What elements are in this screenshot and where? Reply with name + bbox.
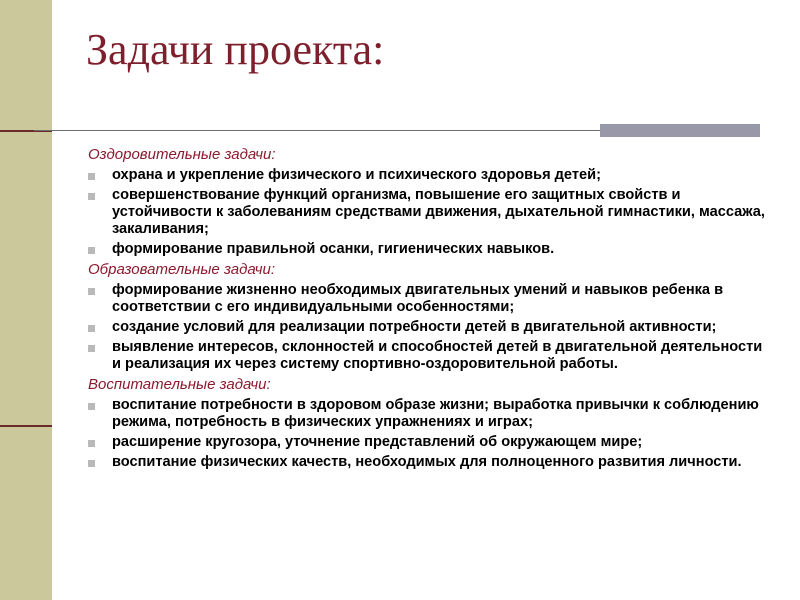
section-heading: Оздоровительные задачи: [88, 146, 276, 163]
list-item-text: совершенствование функций организма, повышение его защитных свойств и устойчивости к заболеваниям средствами движения, дыхательной гимнастики, массажа, закаливания; [112, 187, 765, 237]
list-item [88, 167, 768, 184]
section-heading: Образовательные задачи: [88, 261, 275, 278]
slide-content [88, 146, 768, 474]
title-divider-line [34, 130, 600, 131]
square-bullet-icon [88, 247, 95, 254]
list-item-text: охрана и укрепление физического и психического здоровья детей; [112, 167, 601, 183]
list-item-text: расширение кругозора, уточнение представлений об окружающем мире; [112, 434, 643, 450]
square-bullet-icon [88, 325, 95, 332]
square-bullet-icon [88, 460, 95, 467]
list-item-text: формирование жизненно необходимых двигательных умений и навыков ребенка в соответствии с его индивидуальными особенностями; [112, 282, 724, 315]
section-heading: Воспитательные задачи: [88, 376, 271, 393]
list-item [88, 454, 768, 471]
task-list [88, 167, 768, 258]
task-list [88, 397, 768, 471]
list-item [88, 282, 768, 316]
list-item-text: воспитание потребности в здоровом образе жизни; выработка привычки к соблюдению режима, потребность в физических упражнениях и играх; [112, 397, 759, 430]
square-bullet-icon [88, 173, 95, 180]
slide-title: Задачи проекта: [86, 25, 385, 74]
left-decor-bar [0, 0, 52, 600]
square-bullet-icon [88, 403, 95, 410]
list-item [88, 397, 768, 431]
square-bullet-icon [88, 345, 95, 352]
list-item [88, 434, 768, 451]
list-item [88, 187, 768, 238]
list-item-text: создание условий для реализации потребности детей в двигательной активности; [112, 319, 717, 335]
square-bullet-icon [88, 193, 95, 200]
title-divider-block [600, 124, 760, 137]
square-bullet-icon [88, 288, 95, 295]
square-bullet-icon [88, 440, 95, 447]
list-item [88, 241, 768, 258]
list-item-text: выявление интересов, склонностей и способностей детей в двигательной деятельности и реализация их через систему спортивно-оздоровительной работы. [112, 339, 763, 372]
list-item [88, 339, 768, 373]
list-item-text: формирование правильной осанки, гигиенических навыков. [112, 241, 555, 257]
left-bar-stripe [0, 425, 52, 427]
list-item-text: воспитание физических качеств, необходимых для полноценного развития личности. [112, 454, 742, 470]
list-item [88, 319, 768, 336]
task-list [88, 282, 768, 373]
